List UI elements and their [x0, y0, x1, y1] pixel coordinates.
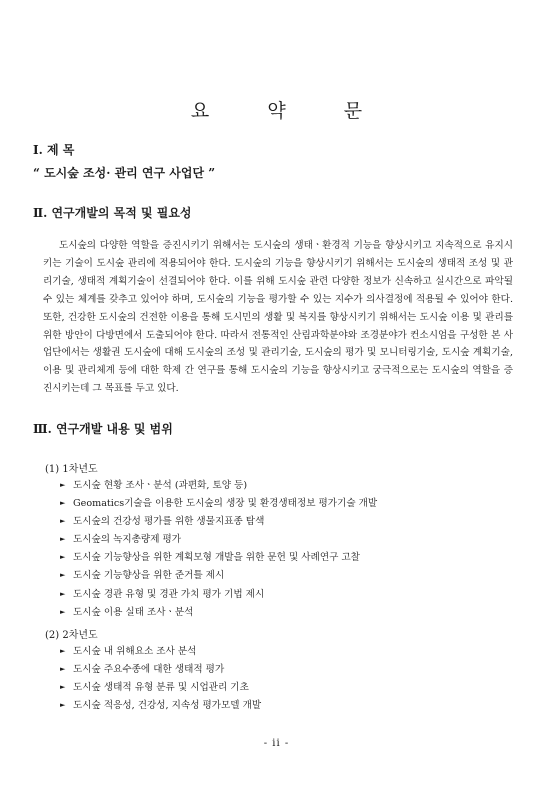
- purpose-paragraph: 도시숲의 다양한 역할을 증진시키기 위해서는 도시숲의 생태ㆍ환경적 기능을 향상시키고 지속적으로 유지시키는 기술이 도시숲 관리에 적용되어야 한다. 도시숲의 기능을 향상시키기 위해서는 도시숲의 생태적 조성 및 관리기술, 생태적 계획기술이 선결되어야 한다. 이를 위해 도시숲 관련 다양한 정보가 신속하고 실시간으로 파악될 수 있는 체계를 갖추고 있어야 하며, 도시숲의 기능을 평가할 수 있는 지수가 의사결정에 적용될 수 있어야 한다. 또한, 건강한 도시숲의 건전한 이용을 통해 도시민의 생활 및 복지를 향상시키기 위해서는 도시숲 이용 및 관리를 위한 방안이 다방면에서 도출되어야 한다. 따라서 전통적인 산림과학분야와 조경분야가 컨소시엄을 구성한 본 사업단에서는 생활권 도시숲에 대해 도시숲의 조성 및 관리기술, 도시숲의 평가 및 모니터링기술, 도시숲 계획기술, 이용 및 관리체계 등에 대한 학제 간 연구를 통해 도시숲의 기능을 향상시키고 궁극적으로는 도시숲의 역할을 증진시키는데 그 목표를 두고 있다.: [43, 240, 513, 395]
- bullet-icon: ►: [60, 553, 66, 562]
- list-item: ► 도시숲 생태적 유형 분류 및 시업관리 기초: [60, 678, 261, 696]
- bullet-icon: ►: [60, 683, 66, 692]
- bullet-icon: ►: [60, 701, 66, 710]
- year-2-label: (2) 2차년도: [45, 630, 98, 641]
- list-item: ► 도시숲 기능향상을 위한 계획모형 개발을 위한 문헌 및 사례연구 고찰: [60, 548, 377, 566]
- bullet-icon: ►: [60, 499, 66, 508]
- page-title: 요 약 문: [190, 100, 389, 122]
- year-2-list: [60, 642, 261, 714]
- list-item: ► 도시숲 현황 조사ㆍ분석 (과편화, 토양 등): [60, 476, 377, 494]
- list-item: ► Geomatics기술을 이용한 도시숲의 생장 및 환경생태정보 평가기술 개발: [60, 494, 377, 512]
- page-number: - ii -: [263, 738, 290, 749]
- project-title: “ 도시숲 조성· 관리 연구 사업단 ”: [33, 166, 216, 180]
- bullet-icon: ►: [60, 571, 66, 580]
- bullet-icon: ►: [60, 535, 66, 544]
- section-2-heading: Ⅱ. 연구개발의 목적 및 필요성: [33, 206, 192, 220]
- list-item: ► 도시숲 이용 실태 조사ㆍ분석: [60, 603, 377, 621]
- list-item: ► 도시숲의 건강성 평가를 위한 생물지표종 탐색: [60, 512, 377, 530]
- year-1-list: [60, 476, 377, 621]
- bullet-icon: ►: [60, 647, 66, 655]
- year-1-label: (1) 1차년도: [45, 464, 98, 475]
- list-item: ► 도시숲 적응성, 건강성, 지속성 평가모델 개발: [60, 696, 261, 714]
- list-item: ► 도시숲 내 위해요소 조사 분석: [60, 642, 261, 660]
- list-item: ► 도시숲의 녹지총량제 평가: [60, 530, 377, 548]
- bullet-icon: ►: [60, 589, 66, 598]
- bullet-icon: ►: [60, 517, 66, 526]
- bullet-icon: ►: [60, 665, 66, 674]
- list-item: ► 도시숲 기능향상을 위한 준거틀 제시: [60, 566, 377, 584]
- list-item: ► 도시숲 경관 유형 및 경관 가치 평가 기법 제시: [60, 585, 377, 603]
- section-1-heading: Ⅰ. 제 목: [33, 143, 75, 157]
- list-item: ► 도시숲 주요수종에 대한 생태적 평가: [60, 660, 261, 678]
- bullet-icon: ►: [60, 607, 66, 616]
- section-3-heading: Ⅲ. 연구개발 내용 및 범위: [33, 422, 173, 436]
- bullet-icon: ►: [60, 481, 66, 489]
